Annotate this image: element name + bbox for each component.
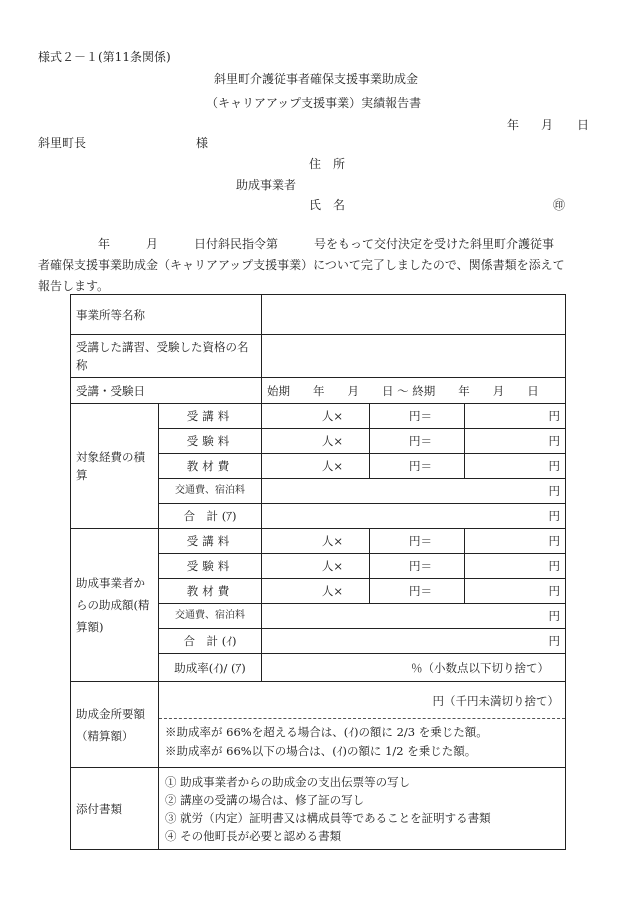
grant-travel-amount[interactable]: 円 xyxy=(262,604,566,629)
date-label: 受講・受験日 xyxy=(71,378,262,404)
date-month: 月 xyxy=(541,118,554,132)
grant-exam-persons[interactable]: 人× xyxy=(262,554,370,579)
applicant-label: 助成事業者 xyxy=(236,178,297,192)
cost-tuition-unit[interactable]: 円＝ xyxy=(370,404,465,429)
intro-line-3: 報告します。 xyxy=(38,279,110,293)
required-amount-field[interactable]: 円（千円未満切り捨て） xyxy=(159,684,565,719)
course-name-label: 受講した講習、受験した資格の名称 xyxy=(71,335,262,378)
attachment-item: ④ その他町長が必要と認める書類 xyxy=(165,828,342,843)
seal-mark: ㊞ xyxy=(553,198,566,212)
title-line-2: （キャリアアップ支援事業）実績報告書 xyxy=(206,96,422,110)
date-day: 日 xyxy=(577,118,590,132)
required-amount-notes xyxy=(159,719,565,765)
cost-travel-amount[interactable]: 円 xyxy=(262,479,566,504)
title-line-1: 斜里町介護従事者確保支援事業助成金 xyxy=(214,72,419,86)
cost-item-tuition: 受講料 xyxy=(159,404,262,429)
attachments-list xyxy=(159,768,566,850)
attachment-item: ② 講座の受講の場合は、修了証の写し xyxy=(165,792,365,807)
cost-item-travel: 交通費、宿泊料 xyxy=(159,479,262,504)
cost-group-label: 対象経費の積算 xyxy=(71,404,159,529)
cost-tuition-amount[interactable]: 円 xyxy=(465,404,566,429)
cost-materials-unit[interactable]: 円＝ xyxy=(370,454,465,479)
grant-tuition-persons[interactable]: 人× xyxy=(262,529,370,554)
grant-materials-persons[interactable]: 人× xyxy=(262,579,370,604)
grant-item-travel: 交通費、宿泊料 xyxy=(159,604,262,629)
office-name-label: 事業所等名称 xyxy=(71,295,262,335)
rate-label: 助成率(ｲ)/ (ｱ) xyxy=(159,654,262,682)
attachment-item: ③ 就労（内定）証明書又は構成員等であることを証明する書類 xyxy=(165,810,491,825)
cost-exam-unit[interactable]: 円＝ xyxy=(370,429,465,454)
intro-line-1: 年 月 日付斜民指令第 号をもって交付決定を受けた斜里町介護従事 xyxy=(38,237,555,251)
cost-materials-persons[interactable]: 人× xyxy=(262,454,370,479)
cost-total-label: 合 計 (ｱ) xyxy=(159,504,262,529)
office-name-field[interactable] xyxy=(262,295,566,335)
grant-tuition-amount[interactable]: 円 xyxy=(465,529,566,554)
note-over-66: ※助成率が 66%を超える場合は、(ｲ)の額に 2/3 を乗じた額。 xyxy=(165,725,488,739)
grant-item-exam: 受験料 xyxy=(159,554,262,579)
grant-item-materials: 教材費 xyxy=(159,579,262,604)
grant-exam-amount[interactable]: 円 xyxy=(465,554,566,579)
grant-total-amount[interactable]: 円 xyxy=(262,629,566,654)
grant-exam-unit[interactable]: 円＝ xyxy=(370,554,465,579)
address-label: 住 所 xyxy=(309,157,346,171)
attachments-label: 添付書類 xyxy=(71,768,159,850)
cost-exam-persons[interactable]: 人× xyxy=(262,429,370,454)
grant-tuition-unit[interactable]: 円＝ xyxy=(370,529,465,554)
grant-materials-unit[interactable]: 円＝ xyxy=(370,579,465,604)
date-field[interactable]: 始期 年 月 日 ～ 終期 年 月 日 xyxy=(262,378,566,404)
grant-item-tuition: 受講料 xyxy=(159,529,262,554)
cost-materials-amount[interactable]: 円 xyxy=(465,454,566,479)
cost-item-exam: 受験料 xyxy=(159,429,262,454)
date-year: 年 xyxy=(507,118,520,132)
rate-field[interactable]: ％（小数点以下切り捨て） xyxy=(262,654,566,682)
grant-total-label: 合 計 (ｲ) xyxy=(159,629,262,654)
required-amount-label: 助成金所要額（精算額） xyxy=(71,682,159,768)
intro-paragraph xyxy=(38,234,598,297)
grant-group-label: 助成事業者からの助成額(精算額) xyxy=(71,529,159,682)
intro-line-2: 者確保支援事業助成金（キャリアアップ支援事業）について完了しましたので、関係書類を添えて xyxy=(38,258,565,272)
addressee: 斜里町長 xyxy=(38,136,87,150)
note-under-66: ※助成率が 66%以下の場合は、(ｲ)の額に 1/2 を乗じた額。 xyxy=(165,744,477,758)
report-table xyxy=(70,294,566,850)
cost-tuition-persons[interactable]: 人× xyxy=(262,404,370,429)
grant-materials-amount[interactable]: 円 xyxy=(465,579,566,604)
cost-item-materials: 教材費 xyxy=(159,454,262,479)
course-name-field[interactable] xyxy=(262,335,566,378)
form-number: 様式２－１(第11条関係) xyxy=(38,50,171,64)
attachment-item: ① 助成事業者からの助成金の支出伝票等の写し xyxy=(165,774,411,789)
name-label: 氏 名 xyxy=(309,198,346,212)
cost-total-amount[interactable]: 円 xyxy=(262,504,566,529)
required-amount-cell xyxy=(159,682,566,768)
addressee-honorific: 様 xyxy=(196,136,209,150)
cost-exam-amount[interactable]: 円 xyxy=(465,429,566,454)
